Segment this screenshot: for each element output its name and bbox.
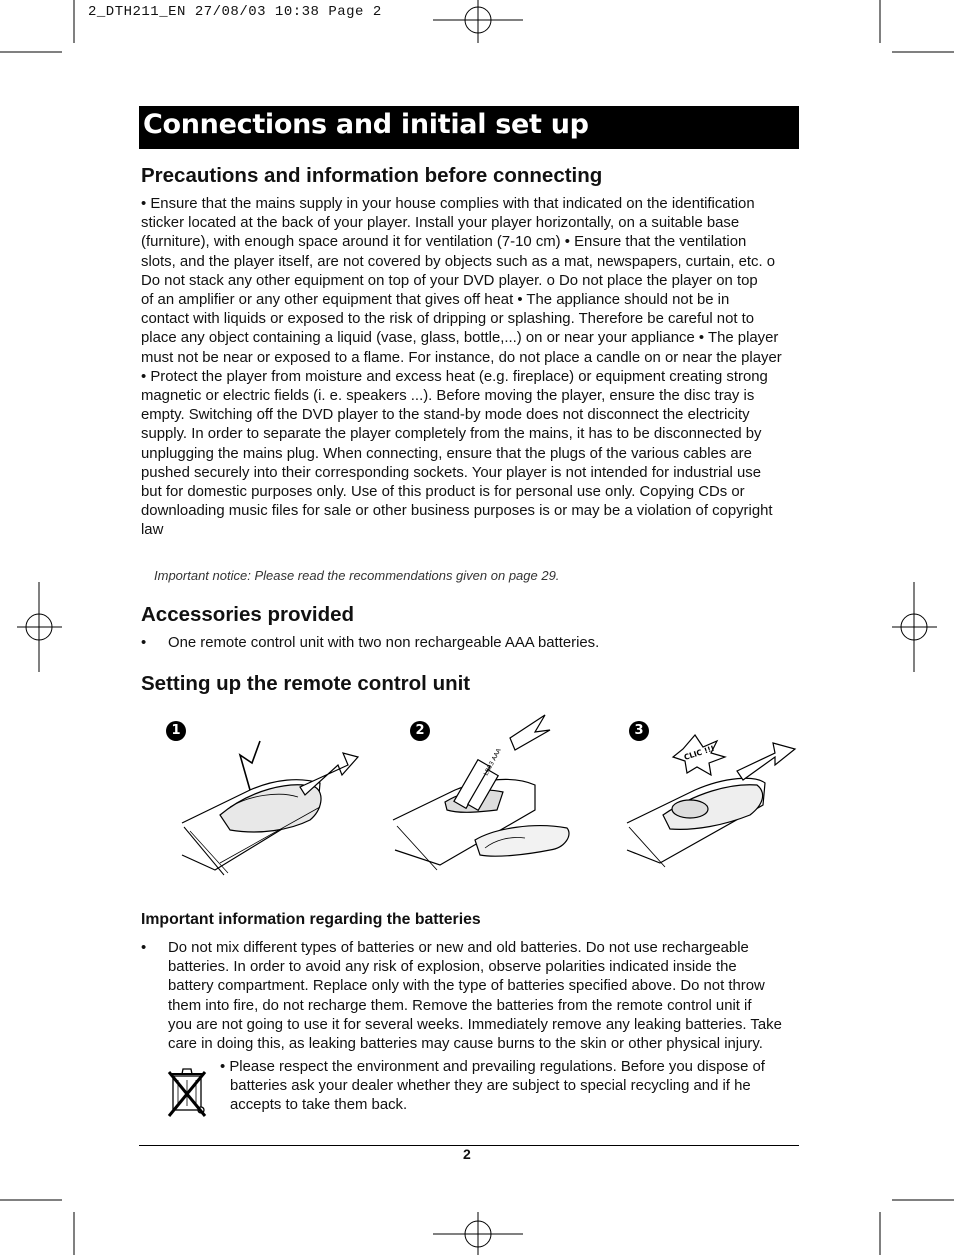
important-notice: Important notice: Please read the recommendations given on page 29.: [154, 568, 560, 583]
page-title: Connections and initial set up: [143, 109, 589, 140]
remote-close-cover-illustration: [625, 735, 800, 870]
batteries-line: you are not going to use it for several weeks. Immediately remove any leaking batteries. Take: [168, 1016, 782, 1033]
batteries-line: them into fire, do not recharge them. Remove the batteries from the remote control unit if: [168, 997, 752, 1014]
precautions-line: downloading music files for sale or other business purposes is or may be a violation of copyright: [141, 503, 773, 520]
precautions-line: empty. Switching off the DVD player to the stand-by mode does not disconnect the electricity: [141, 407, 750, 424]
precautions-line: supply. In order to separate the player completely from the mains, it has to be disconnected by: [141, 426, 762, 443]
precautions-line: place any object containing a liquid (vase, glass, bottle,...) on or near your appliance • The player: [141, 330, 779, 347]
precautions-line: contact with liquids or exposed to the risk of dripping or splashing. Therefore be careful not to: [141, 311, 755, 328]
step-2-number: 2: [410, 721, 430, 741]
precautions-line: law: [141, 522, 164, 539]
bullet: •: [141, 940, 147, 956]
precautions-line: of an amplifier or any other equipment that gives off heat • The appliance should not be in: [141, 292, 730, 309]
batteries-text: [168, 939, 798, 1054]
precautions-line: but for domestic purposes only. Use of this product is for personal use only. Copying CDs or: [141, 484, 745, 501]
batteries-line: Do not mix different types of batteries or new and old batteries. Do not use rechargeable: [168, 940, 749, 956]
precautions-line: slots, and the player itself, are not covered by objects such as a mat, newspapers, curtain, etc. o: [141, 253, 776, 270]
remote-setup-heading: Setting up the remote control unit: [141, 672, 471, 695]
precautions-line: magnetic or electric fields (i. e. speakers ...). Before moving the player, ensure the disc tray is: [141, 388, 755, 405]
accessories-heading: Accessories provided: [141, 603, 355, 626]
precautions-body: [141, 195, 806, 541]
page-number: 2: [463, 1146, 471, 1162]
precautions-line: must not be near or exposed to a flame. For instance, do not place a candle on or near the player: [141, 349, 782, 366]
environment-line: • Please respect the environment and prevailing regulations. Before you dispose of: [220, 1059, 765, 1075]
precautions-line: unplugging the mains plug. When connecting, ensure that the plugs of the various cables are: [141, 445, 752, 462]
environment-line: batteries ask your dealer whether they are subject to special recycling and if he: [230, 1078, 751, 1095]
remote-insert-batteries-illustration: [385, 710, 585, 885]
battery-label: LR03 AAA: [482, 747, 503, 777]
precautions-line: • Protect the player from moisture and excess heat (e.g. fireplace) or equipment creating strong: [141, 368, 768, 385]
precautions-line: (furniture), with enough space around it for ventilation (7-10 cm) • Ensure that the ventilation: [141, 234, 747, 251]
batteries-line: battery compartment. Replace only with the type of batteries specified above. Do not throw: [168, 978, 765, 995]
environment-line: accepts to take them back.: [230, 1097, 408, 1114]
remote-open-cover-illustration: [180, 735, 365, 890]
precautions-heading: Precautions and information before connecting: [141, 164, 603, 187]
batteries-line: care in doing this, as leaking batteries may cause burns to the skin or other physical injury.: [168, 1036, 763, 1053]
precautions-line: Do not stack any other equipment on top of your DVD player. o Do not place the player on top: [141, 272, 758, 289]
precautions-line: pushed securely into their corresponding sockets. Your player is not intended for industrial use: [141, 464, 761, 481]
step-1-number: 1: [166, 721, 186, 741]
environment-text: [220, 1058, 800, 1116]
precautions-line: • Ensure that the mains supply in your house complies with that indicated on the identification: [141, 196, 755, 212]
precautions-line: sticker located at the back of your player. Install your player horizontally, on a suitable base: [141, 215, 740, 232]
bullet: •: [141, 635, 147, 651]
batteries-heading: Important information regarding the batteries: [141, 911, 481, 928]
clic-label: CLIC !!!: [682, 743, 716, 762]
batteries-bullet: [141, 939, 801, 1055]
batteries-line: batteries. In order to avoid any risk of explosion, observe polarities indicated inside the: [168, 959, 737, 976]
print-slug: 2_DTH211_EN 27/08/03 10:38 Page 2: [88, 4, 382, 20]
step-3-number: 3: [629, 721, 649, 741]
crossed-out-bin-icon: [167, 1062, 211, 1118]
accessories-item: [141, 634, 801, 654]
section-title-bar: [139, 106, 799, 149]
accessories-item-text: One remote control unit with two non rechargeable AAA batteries.: [168, 635, 600, 651]
